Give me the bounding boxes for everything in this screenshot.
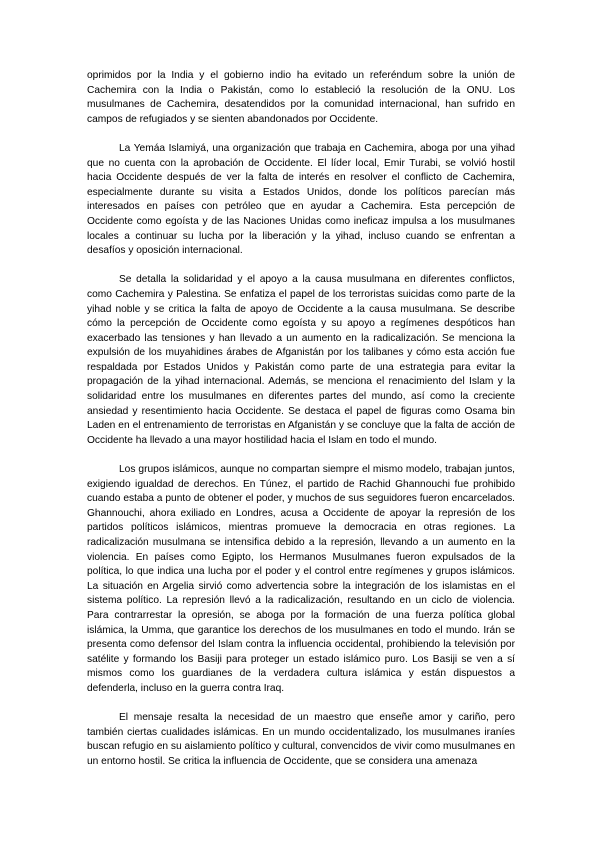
paragraph-yemaa-islamiya: La Yemáa Islamiyá, una organización que trabaja en Cachemira, aboga por una yihad que no cuenta con la aprobación de Occidente. El líder local, Emir Turabi, se volvió hostil hacia Occidente después de ver la falta de interés en resolver el conflicto de Cachemira, especialmente durante su visita a Estados Unidos, donde los políticos parecían más interesados en países con petróleo que en ayudar a Cachemira. Esta percepción de Occidente como egoísta y de las Naciones Unidas como ineficaz impulsa a los musulmanes locales a continuar su lucha por la liberación y la yihad, incluso cuando se enfrentan a desafíos y oposición internacional. <box>87 142 515 257</box>
body-text <box>87 69 515 784</box>
paragraph-solidaridad: Se detalla la solidaridad y el apoyo a la causa musulmana en diferentes conflictos, como Cachemira y Palestina. Se enfatiza el papel de los terroristas suicidas como parte de la yihad noble y se critica la falta de apoyo de Occidente a la causa musulmana. Se describe cómo la percepción de Occidente como egoísta y su apoyo a regímenes despóticos han exacerbado las tensiones y han llevado a un aumento en la radicalización. Se menciona la expulsión de los muyahidines árabes de Afganistán por los talibanes y cómo esta acción fue respaldada por Estados Unidos y Pakistán como parte de una estrategia para evitar la propagación de la yihad internacional. Además, se menciona el renacimiento del Islam y la solidaridad entre los musulmanes en diferentes partes del mundo, así como la creciente ansiedad y resentimiento hacia Occidente. Se destaca el papel de figuras como Osama bin Laden en el entrenamiento de terroristas en Afganistán y se concluye que la falta de acción de Occidente ha llevado a una mayor hostilidad hacia el Islam en todo el mundo. <box>87 274 515 446</box>
paragraph-grupos-islamicos: Los grupos islámicos, aunque no compartan siempre el mismo modelo, trabajan juntos, exigiendo igualdad de derechos. En Túnez, el partido de Rachid Ghannouchi fue prohibido cuando estaba a punto de obtener el poder, y muchos de sus seguidores fueron encarcelados. Ghannouchi, ahora exiliado en Londres, acusa a Occidente de apoyar la represión de los partidos políticos islámicos, mientras promueve la democracia en otras regiones. La radicalización musulmana se intensifica debido a la represión, llevando a un aumento en la violencia. En países como Egipto, los Hermanos Musulmanes fueron expulsados de la política, lo que indica una lucha por el poder y el control entre regímenes y grupos islámicos. La situación en Argelia sirvió como advertencia sobre la integración de los islamistas en el sistema político. La represión llevó a la radicalización, resultando en un ciclo de violencia. Para contrarrestar la opresión, se aboga por la formación de una fuerza política global islámica, la Umma, que garantice los derechos de los musulmanes en todo el mundo. Irán se presenta como defensor del Islam contra la influencia occidental, prohibiendo la televisión por satélite y formando los Basiji para proteger un estado islámico puro. Los Basiji se ven a sí mismos como los guardianes de la verdadera cultura islámica y están dispuestos a defenderla, incluso en la guerra contra Iraq. <box>87 464 515 694</box>
paragraph-mensaje: El mensaje resalta la necesidad de un maestro que enseñe amor y cariño, pero también ciertas cualidades islámicas. En un mundo occidentalizado, los musulmanes iraníes buscan refugio en su aislamiento político y cultural, convencidos de vivir como musulmanes en un entorno hostil. Se critica la influencia de Occidente, que se considera una amenaza <box>87 712 515 767</box>
paragraph-continuation: oprimidos por la India y el gobierno indio ha evitado un referéndum sobre la unión de Cachemira con la India o Pakistán, como lo estableció la resolución de la ONU. Los musulmanes de Cachemira, desatendidos por la comunidad internacional, han sufrido en campos de refugiados y se sienten abandonados por Occidente. <box>87 70 515 125</box>
